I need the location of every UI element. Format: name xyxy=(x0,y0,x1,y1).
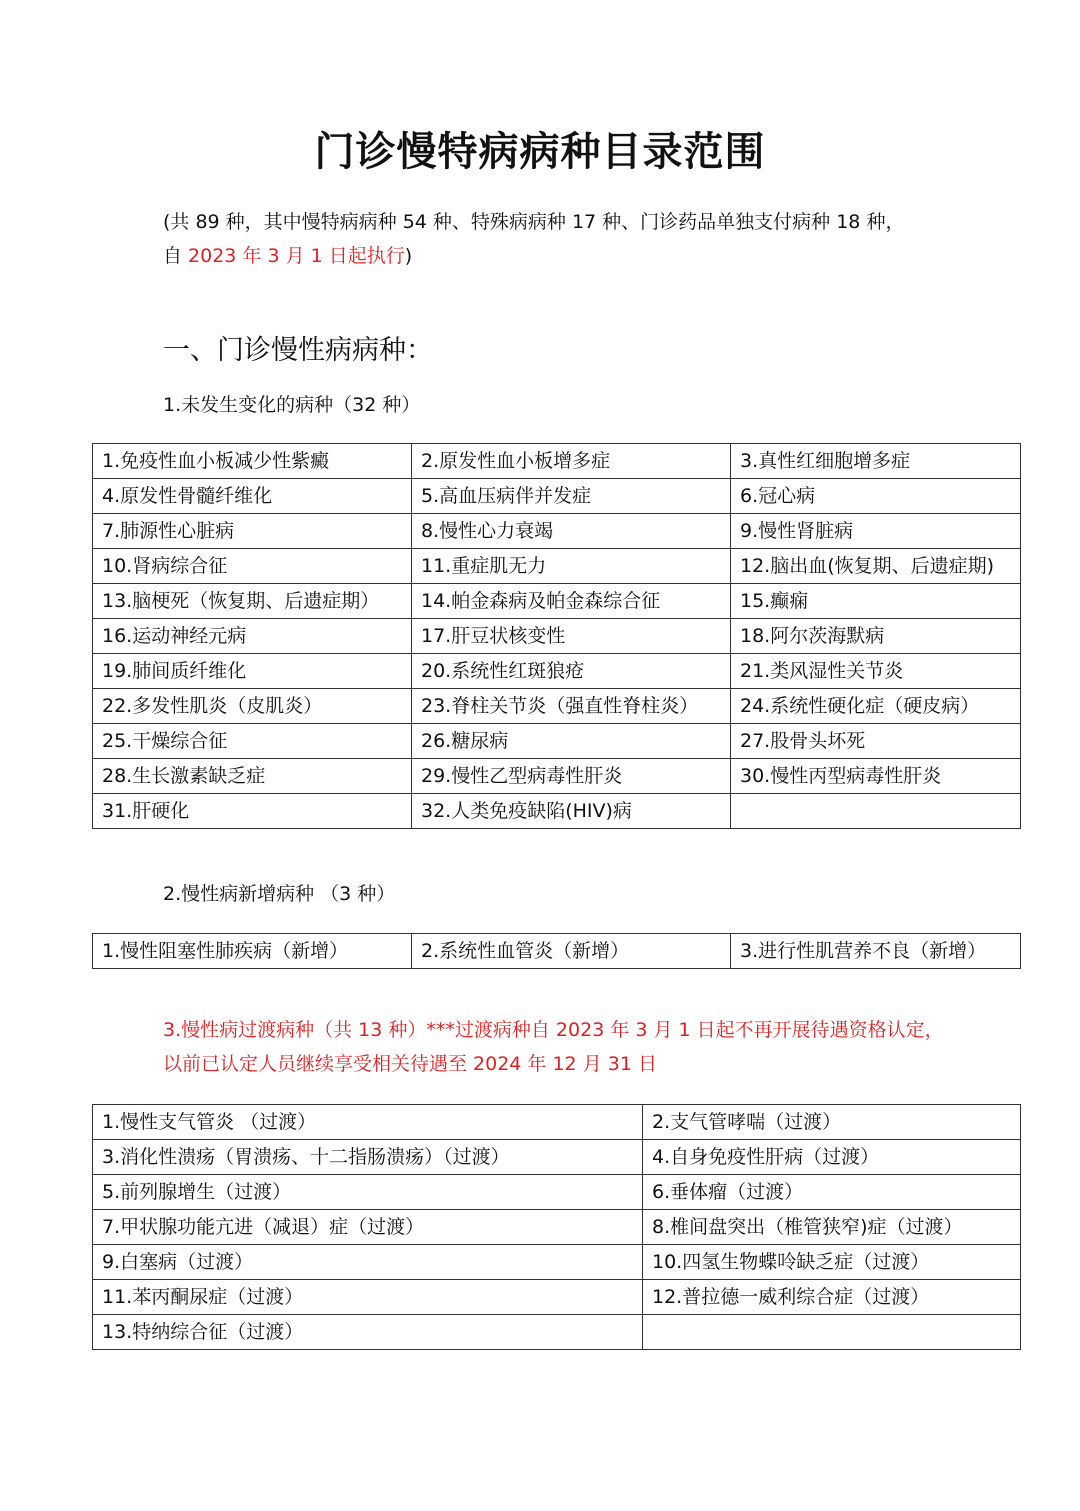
table-row xyxy=(93,444,1021,479)
table-cell: 10.四氢生物蝶呤缺乏症（过渡） xyxy=(643,1245,1021,1280)
table-cell: 12.脑出血(恢复期、后遗症期) xyxy=(731,549,1021,584)
table-cell: 25.干燥综合征 xyxy=(93,724,412,759)
table-row xyxy=(93,1210,1021,1245)
table-row xyxy=(93,479,1021,514)
table-cell: 15.癫痫 xyxy=(731,584,1021,619)
intro-note xyxy=(163,205,1043,273)
intro-line-2 xyxy=(163,239,1043,273)
transition-diseases-table xyxy=(92,1104,1021,1350)
table-cell: 30.慢性丙型病毒性肝炎 xyxy=(731,759,1021,794)
table-row xyxy=(93,759,1021,794)
table-cell: 17.肝豆状核变性 xyxy=(412,619,731,654)
table-cell: 20.系统性红斑狼疮 xyxy=(412,654,731,689)
table-cell: 4.自身免疫性肝病（过渡） xyxy=(643,1140,1021,1175)
table3-heading xyxy=(163,1013,944,1081)
table-cell xyxy=(731,794,1021,829)
table-row xyxy=(93,724,1021,759)
table-cell: 9.慢性肾脏病 xyxy=(731,514,1021,549)
table-cell: 5.前列腺增生（过渡） xyxy=(93,1175,643,1210)
table-row xyxy=(93,1280,1021,1315)
table-row xyxy=(93,689,1021,724)
table-cell: 5.高血压病伴并发症 xyxy=(412,479,731,514)
table-cell: 8.椎间盘突出（椎管狭窄)症（过渡） xyxy=(643,1210,1021,1245)
table-cell: 19.肺间质纤维化 xyxy=(93,654,412,689)
table-row xyxy=(93,794,1021,829)
table-cell: 8.慢性心力衰竭 xyxy=(412,514,731,549)
new-diseases-table xyxy=(92,933,1021,969)
intro-line-2-suffix: ) xyxy=(404,245,413,267)
table-cell: 7.甲状腺功能亢进（减退）症（过渡） xyxy=(93,1210,643,1245)
table-row xyxy=(93,514,1021,549)
table-cell: 13.脑梗死（恢复期、后遗症期） xyxy=(93,584,412,619)
table-row xyxy=(93,934,1021,969)
table-cell: 21.类风湿性关节炎 xyxy=(731,654,1021,689)
page-title: 门诊慢特病病种目录范围 xyxy=(314,129,766,175)
table-cell: 31.肝硬化 xyxy=(93,794,412,829)
table-cell: 2.支气管哮喘（过渡） xyxy=(643,1105,1021,1140)
table-cell: 6.冠心病 xyxy=(731,479,1021,514)
table-cell: 11.苯丙酮尿症（过渡） xyxy=(93,1280,643,1315)
table-cell: 26.糖尿病 xyxy=(412,724,731,759)
table-cell: 14.帕金森病及帕金森综合征 xyxy=(412,584,731,619)
table-row xyxy=(93,1140,1021,1175)
table-cell: 16.运动神经元病 xyxy=(93,619,412,654)
table-cell: 1.慢性阻塞性肺疾病（新增） xyxy=(93,934,412,969)
table-cell: 9.白塞病（过渡） xyxy=(93,1245,643,1280)
intro-line-2-prefix: 自 xyxy=(163,245,189,267)
table-row xyxy=(93,1175,1021,1210)
table-cell: 11.重症肌无力 xyxy=(412,549,731,584)
table-row xyxy=(93,1315,1021,1350)
table-cell xyxy=(643,1315,1021,1350)
table-cell: 1.免疫性血小板减少性紫癜 xyxy=(93,444,412,479)
effective-date: 2023 年 3 月 1 日起执行 xyxy=(188,245,405,267)
table-cell: 1.慢性支气管炎 （过渡） xyxy=(93,1105,643,1140)
section-heading-outpatient-chronic: 一、门诊慢性病病种： xyxy=(163,335,433,366)
table-cell: 12.普拉德一威利综合症（过渡） xyxy=(643,1280,1021,1315)
table-cell: 10.肾病综合征 xyxy=(93,549,412,584)
table-cell: 2.原发性血小板增多症 xyxy=(412,444,731,479)
table-cell: 4.原发性骨髓纤维化 xyxy=(93,479,412,514)
table-cell: 7.肺源性心脏病 xyxy=(93,514,412,549)
table-cell: 29.慢性乙型病毒性肝炎 xyxy=(412,759,731,794)
table3-heading-line-1: 3.慢性病过渡病种（共 13 种）***过渡病种自 2023 年 3 月 1 日起不再开展待遇资格认定， xyxy=(163,1019,944,1041)
table-cell: 3.真性红细胞增多症 xyxy=(731,444,1021,479)
table-cell: 22.多发性肌炎（皮肌炎） xyxy=(93,689,412,724)
table2-heading: 2.慢性病新增病种 （3 种） xyxy=(163,883,396,905)
unchanged-diseases-table xyxy=(92,443,1021,829)
intro-line-1: (共 89 种，其中慢特病病种 54 种、特殊病病种 17 种、门诊药品单独支付病种 18 种， xyxy=(163,211,905,233)
table1-heading: 1.未发生变化的病种（32 种） xyxy=(163,394,421,416)
table-row xyxy=(93,619,1021,654)
table-cell: 18.阿尔茨海默病 xyxy=(731,619,1021,654)
table-row xyxy=(93,549,1021,584)
table-row xyxy=(93,654,1021,689)
table-cell: 3.消化性溃疡（胃溃疡、十二指肠溃疡）（过渡） xyxy=(93,1140,643,1175)
table3-heading-line-2: 以前已认定人员继续享受相关待遇至 2024 年 12 月 31 日 xyxy=(163,1053,657,1075)
table-cell: 13.特纳综合征（过渡） xyxy=(93,1315,643,1350)
table-cell: 32.人类免疫缺陷(HIV)病 xyxy=(412,794,731,829)
table-cell: 24.系统性硬化症（硬皮病） xyxy=(731,689,1021,724)
table-row xyxy=(93,1105,1021,1140)
table-cell: 27.股骨头坏死 xyxy=(731,724,1021,759)
table-cell: 3.进行性肌营养不良（新增） xyxy=(731,934,1021,969)
table-cell: 28.生长激素缺乏症 xyxy=(93,759,412,794)
table-cell: 6.垂体瘤（过渡） xyxy=(643,1175,1021,1210)
table-row xyxy=(93,584,1021,619)
table-row xyxy=(93,1245,1021,1280)
table-cell: 23.脊柱关节炎（强直性脊柱炎） xyxy=(412,689,731,724)
table-cell: 2.系统性血管炎（新增） xyxy=(412,934,731,969)
